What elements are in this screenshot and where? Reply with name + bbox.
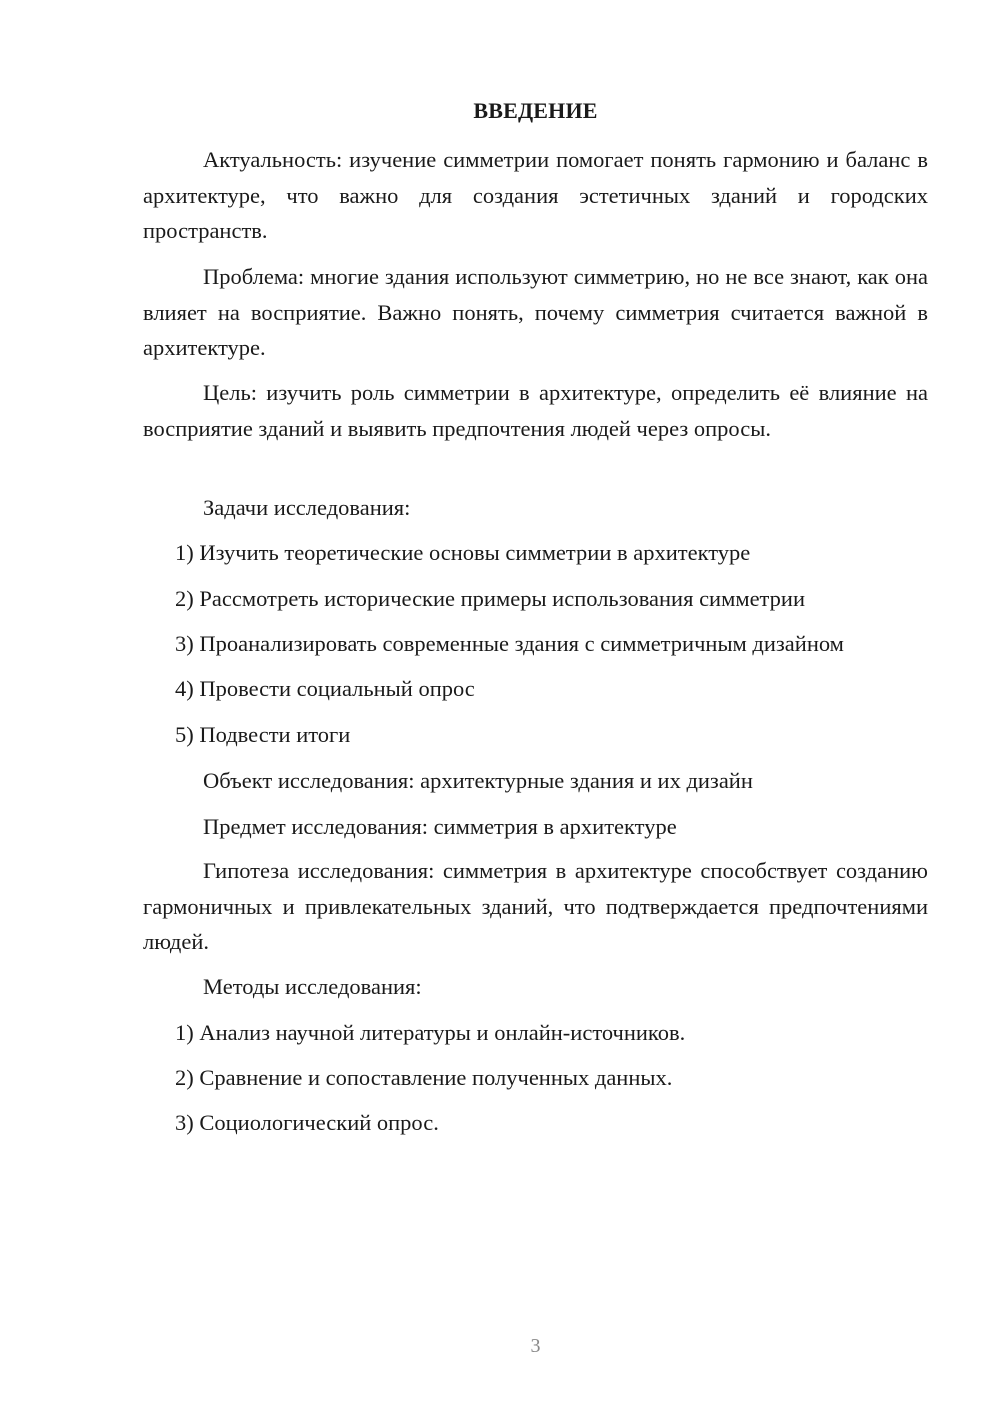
goal-paragraph: Цель: изучить роль симметрии в архитектуре, определить её влияние на восприятие зданий и выявить предпочтения людей через опросы. <box>143 380 928 441</box>
subject-line: Предмет исследования: симметрия в архитектуре <box>203 814 677 839</box>
task-item: 5) Подвести итоги <box>175 722 351 747</box>
method-item: 1) Анализ научной литературы и онлайн-источников. <box>175 1020 686 1045</box>
method-item: 2) Сравнение и сопоставление полученных данных. <box>175 1065 673 1090</box>
method-item: 3) Социологический опрос. <box>175 1110 439 1135</box>
task-item: 3) Проанализировать современные здания с симметричным дизайном <box>175 631 844 656</box>
problem-paragraph: Проблема: многие здания используют симметрию, но не все знают, как она влияет на восприятие. Важно понять, почему симметрия считается важной в архитектуре. <box>143 264 928 360</box>
methods-heading: Методы исследования: <box>203 974 422 999</box>
hypothesis-paragraph: Гипотеза исследования: симметрия в архитектуре способствует созданию гармоничных и привлекательных зданий, что подтверждается предпочтениями людей. <box>143 858 928 954</box>
section-title: ВВЕДЕНИЕ <box>473 98 598 123</box>
tasks-heading: Задачи исследования: <box>203 495 411 520</box>
task-item: 4) Провести социальный опрос <box>175 676 475 701</box>
object-line: Объект исследования: архитектурные здания и их дизайн <box>203 768 753 793</box>
relevance-paragraph: Актуальность: изучение симметрии помогает понять гармонию и баланс в архитектуре, что важно для создания эстетичных зданий и городских пространств. <box>143 147 928 243</box>
task-item: 1) Изучить теоретические основы симметрии в архитектуре <box>175 540 751 565</box>
page-number: 3 <box>530 1335 541 1357</box>
document-page <box>143 0 928 1414</box>
task-item: 2) Рассмотреть исторические примеры использования симметрии <box>175 586 805 611</box>
